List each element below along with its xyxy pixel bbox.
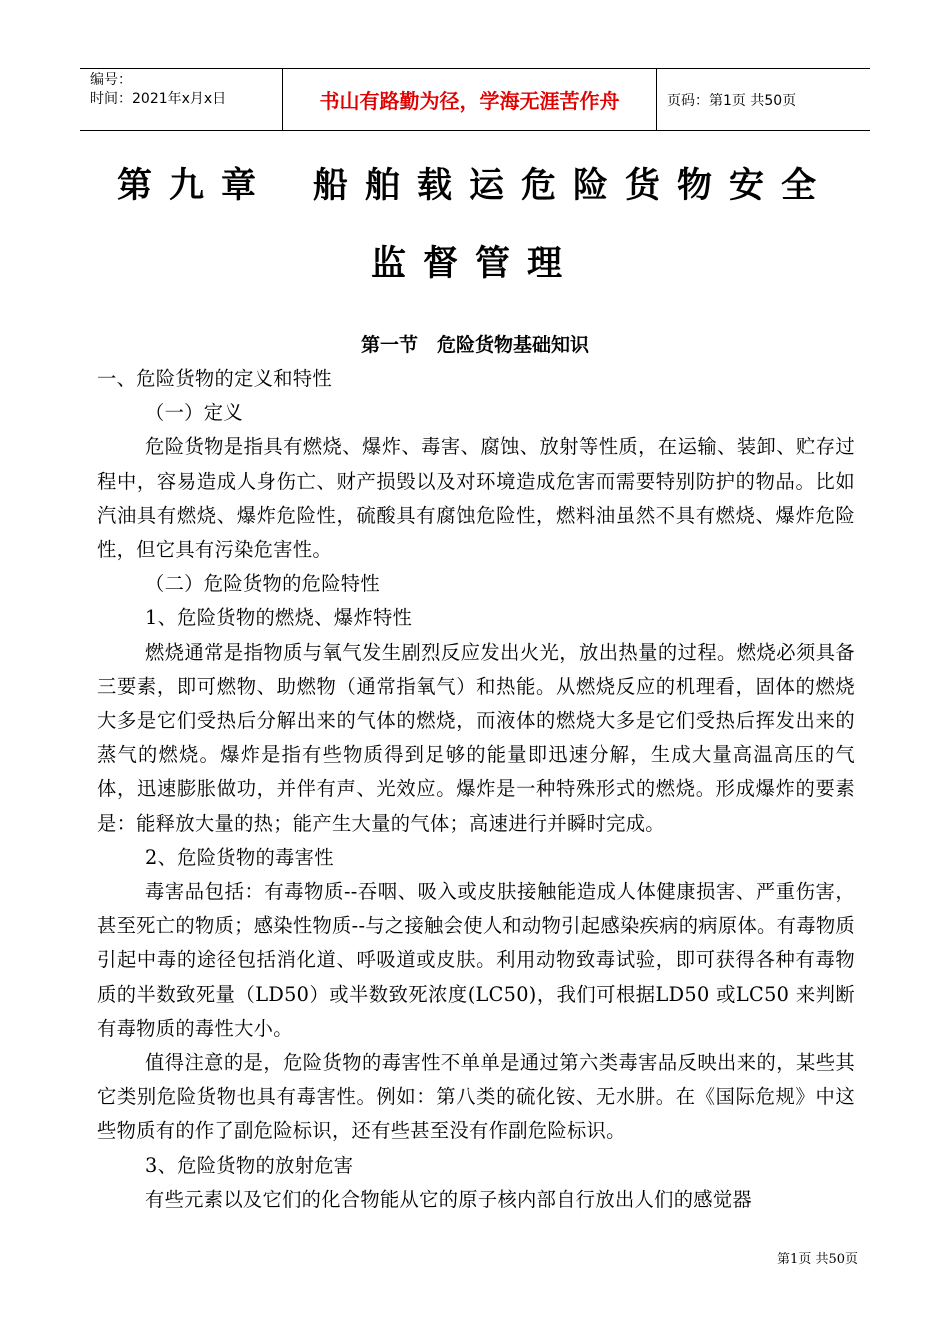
- paragraph-definition: 危险货物是指具有燃烧、爆炸、毒害、腐蚀、放射等性质，在运输、装卸、贮存过程中，容易造成人身伤亡、财产损毁以及对环境造成危害而需要特别防护的物品。比如汽油具有燃烧、爆炸危险性，硫酸具有腐蚀危险性，燃料油虽然不具有燃烧、爆炸危险性，但它具有污染危害性。: [97, 435, 855, 562]
- paragraph-combustion: 燃烧通常是指物质与氧气发生剧烈反应发出火光，放出热量的过程。燃烧必须具备三要素，即可燃物、助燃物（通常指氧气）和热能。从燃烧反应的机理看，固体的燃烧大多是它们受热后分解出来的气体的燃烧，而液体的燃烧大多是它们受热后挥发出来的蒸气的燃烧。爆炸是指有些物质得到足够的能量即迅速分解，生成大量高温高压的气体，迅速膨胀做功，并伴有声、光效应。爆炸是一种特殊形式的燃烧。形成爆炸的要素是：能释放大量的热；能产生大量的气体；高速进行并瞬时完成。: [97, 640, 855, 835]
- paragraph-radiation: 有些元素以及它们的化合物能从它的原子核内部自行放出人们的感觉器: [145, 1187, 753, 1211]
- header-page-info: 页码：第1页 共50页: [667, 92, 797, 109]
- heading-1-2: （二）危险货物的危险特性: [145, 572, 380, 596]
- section-title: 第一节 危险货物基础知识: [360, 334, 589, 356]
- paragraph-toxicity: 毒害品包括：有毒物质--吞咽、吸入或皮肤接触能造成人体健康损害、严重伤害，甚至死亡的物质；感染性物质--与之接触会使人和动物引起感染疾病的病原体。有毒物质引起中毒的途径包括消化道、呼吸道或皮肤。利用动物致毒试验，即可获得各种有毒物质的半数致死量（LD50）或半数致死浓度(LC50)，我们可根据LD50 或LC50 来判断有毒物质的毒性大小。: [97, 880, 855, 1040]
- paragraph-toxicity-note: 值得注意的是，危险货物的毒害性不单单是通过第六类毒害品反映出来的，某些其它类别危险货物也具有毒害性。例如：第八类的硫化铵、无水肼。在《国际危规》中这些物质有的作了副危险标识，还有些甚至没有作副危险标识。: [97, 1051, 855, 1143]
- chapter-title-line1: [0, 158, 950, 208]
- heading-1-1: （一）定义: [145, 401, 243, 425]
- chapter-number: 第九章: [116, 166, 273, 206]
- body-text: [97, 362, 855, 1217]
- heading-1: 一、危险货物的定义和特性: [97, 367, 332, 390]
- heading-2-3: 3、危险货物的放射危害: [145, 1153, 354, 1177]
- header-motto: 书山有路勤为径，学海无涯苦作舟: [282, 69, 657, 130]
- heading-2-2: 2、危险货物的毒害性: [145, 845, 334, 869]
- page-header: [80, 68, 870, 131]
- heading-2-1: 1、危险货物的燃烧、爆炸特性: [145, 606, 413, 630]
- doc-time-label: 时间：2021年x月x日: [90, 91, 227, 107]
- header-meta: [80, 69, 282, 130]
- chapter-title-line2: 监督管理: [370, 244, 579, 284]
- doc-number-label: 编号：: [90, 72, 132, 88]
- chapter-title-text: 船舶载运危险货物安全: [313, 166, 834, 206]
- page-footer: 第1页 共50页: [777, 1252, 858, 1267]
